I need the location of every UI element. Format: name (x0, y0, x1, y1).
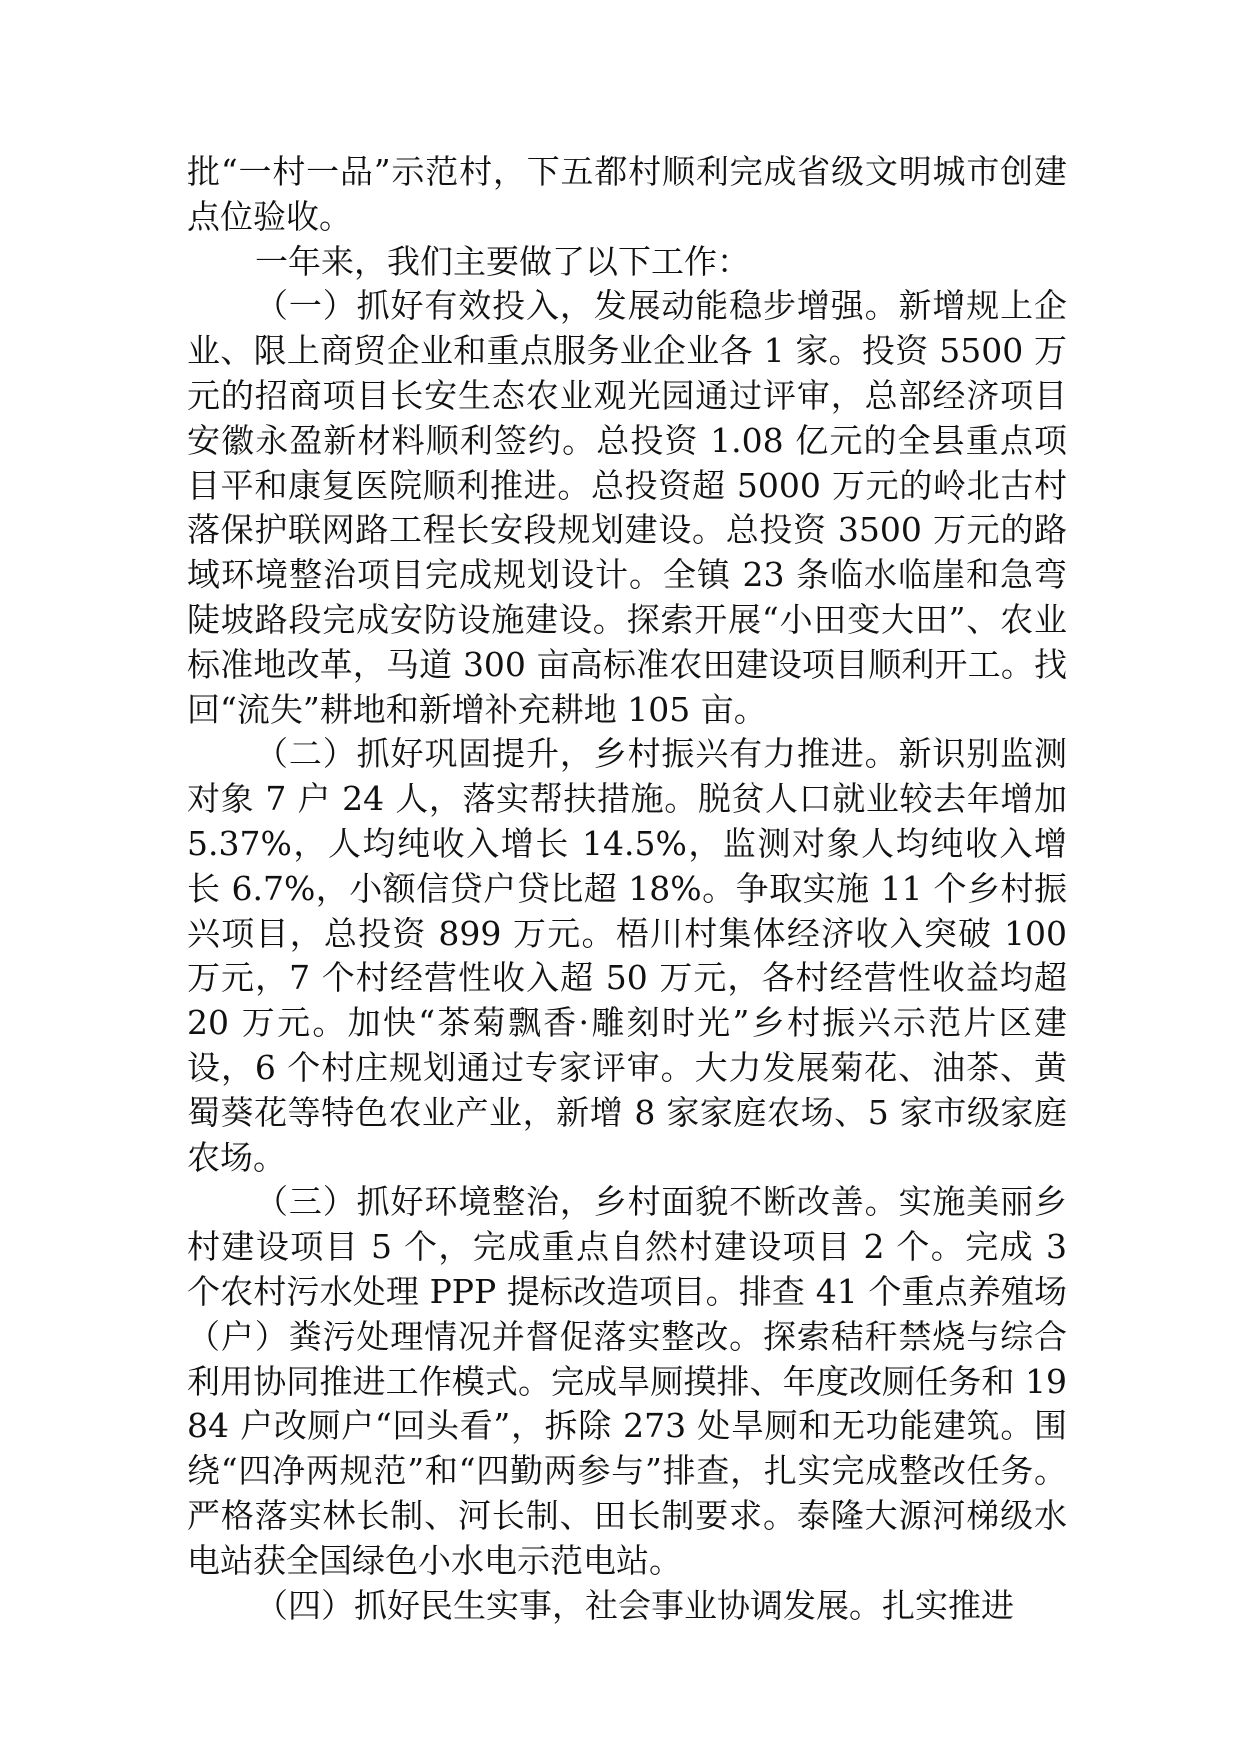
paragraph-section-4: （四）抓好民生实事，社会事业协调发展。扎实推进 (255, 1585, 1014, 1625)
paragraph-intro: 一年来，我们主要做了以下工作： (255, 241, 750, 281)
paragraph-continuation: 批“一村一品”示范村，下五都村顺利完成省级文明城市创建点位验收。 (187, 152, 1067, 236)
paragraph-section-2: （二）抓好巩固提升，乡村振兴有力推进。新识别监测对象 7 户 24 人，落实帮扶措施。脱贫人口就业较去年增加 5.37%，人均纯收入增长 14.5%，监测对象人均纯收入增长 6.7%，小额信贷户贷比超 18%。争取实施 11 个乡村振兴项目，总投资 899 万元。梧川村集体经济收入突破 100 万元，7 个村经营性收入超 50 万元，各村经营性收益均超 20 万元。加快“茶菊飘香·雕刻时光”乡村振兴示范片区建设，6 个村庄规划通过专家评审。大力发展菊花、油茶、黄蜀葵花等特色农业产业，新增 8 家家庭农场、5 家市级家庭农场。 (187, 734, 1067, 1177)
document-body (187, 150, 1067, 1628)
paragraph-section-3: （三）抓好环境整治，乡村面貌不断改善。实施美丽乡村建设项目 5 个，完成重点自然村建设项目 2 个。完成 3 个农村污水处理 PPP 提标改造项目。排查 41 个重点养殖场（户）粪污处理情况并督促落实整改。探索秸秆禁烧与综合利用协同推进工作模式。完成旱厕摸排、年度改厕任务和 1984 户改厕户“回头看”，拆除 273 处旱厕和无功能建筑。围绕“四净两规范”和“四勤两参与”排查，扎实完成整改任务。严格落实林长制、河长制、田长制要求。泰隆大源河梯级水电站获全国绿色小水电示范电站。 (187, 1182, 1068, 1580)
paragraph-section-1: （一）抓好有效投入，发展动能稳步增强。新增规上企业、限上商贸企业和重点服务业企业各 1 家。投资 5500 万元的招商项目长安生态农业观光园通过评审，总部经济项目安徽永盈新材料顺利签约。总投资 1.08 亿元的全县重点项目平和康复医院顺利推进。总投资超 5000 万元的岭北古村落保护联网路工程长安段规划建设。总投资 3500 万元的路域环境整治项目完成规划设计。全镇 23 条临水临崖和急弯陡坡路段完成安防设施建设。探索开展“小田变大田”、农业标准地改革，马道 300 亩高标准农田建设项目顺利开工。找回“流失”耕地和新增补充耕地 105 亩。 (187, 286, 1067, 729)
